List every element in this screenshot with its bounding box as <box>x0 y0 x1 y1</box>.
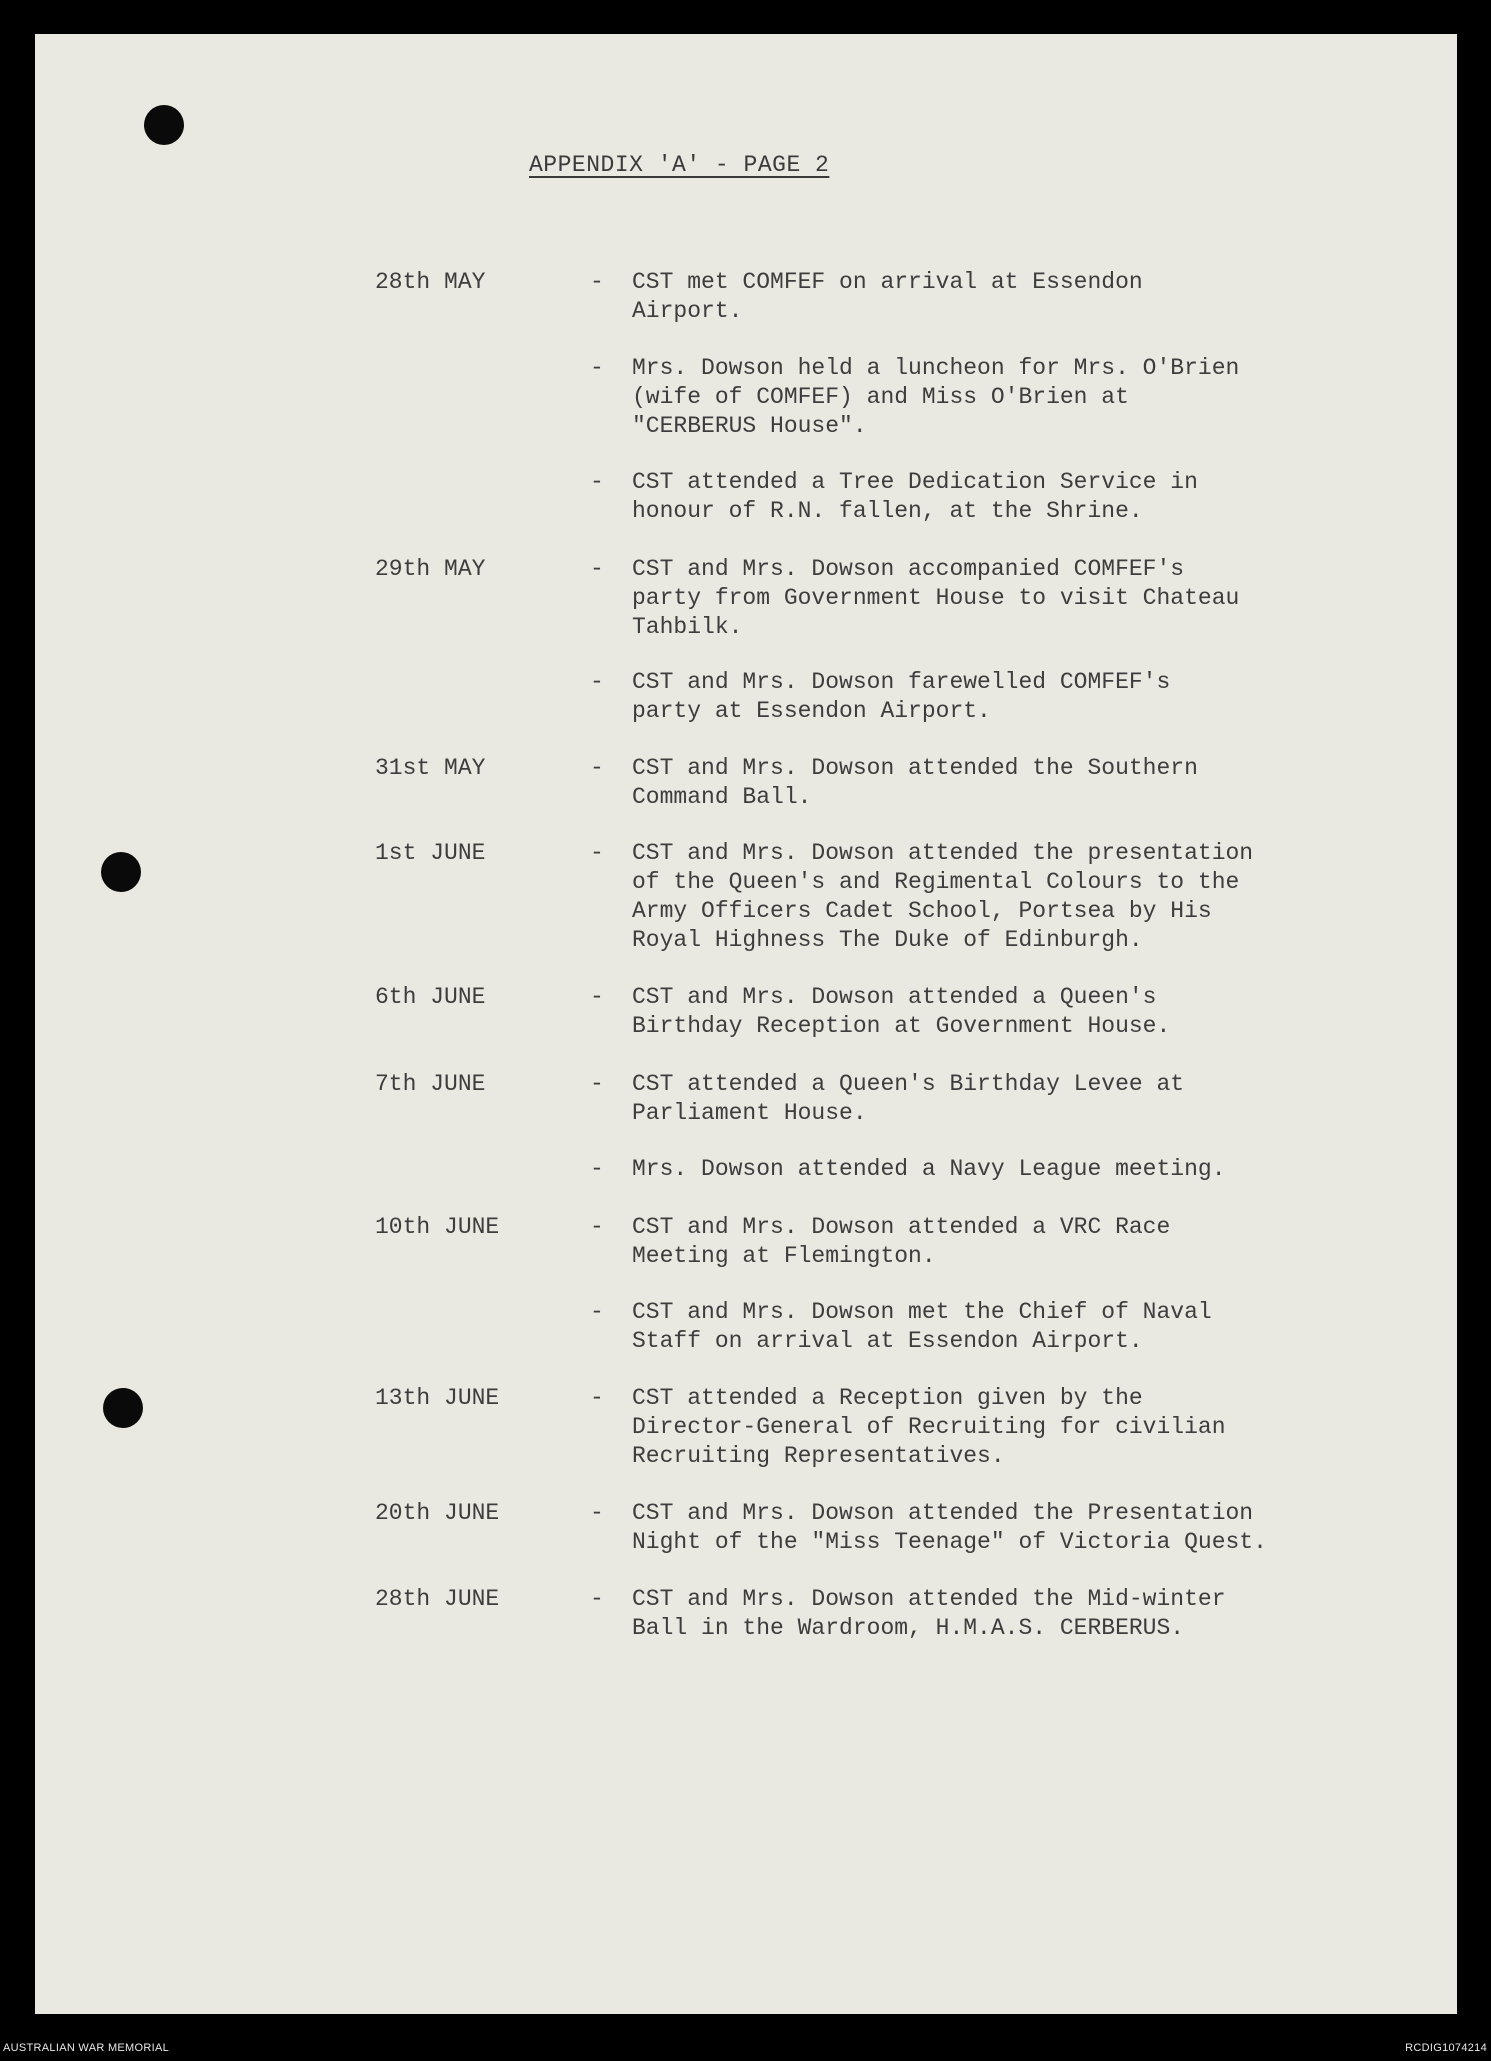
entry-dash: - <box>590 1071 604 1097</box>
entry-text: CST and Mrs. Dowson farewelled COMFEF's party at Essendon Airport. <box>632 669 1171 724</box>
entry-text: CST and Mrs. Dowson attended the Mid-winter Ball in the Wardroom, H.M.A.S. CERBERUS. <box>632 1586 1226 1641</box>
entry-dash: - <box>590 1586 604 1612</box>
entry-text: CST attended a Tree Dedication Service in honour of R.N. fallen, at the Shrine. <box>632 469 1198 524</box>
entry-text: CST and Mrs. Dowson attended the Southern Command Ball. <box>632 755 1198 810</box>
entry-text: CST attended a Reception given by the Director-General of Recruiting for civilian Recruiting Representatives. <box>632 1385 1226 1469</box>
entry-date: 10th JUNE <box>375 1214 500 1240</box>
archive-credit: AUSTRALIAN WAR MEMORIAL <box>3 2042 170 2054</box>
entry-text: CST and Mrs. Dowson attended the presentation of the Queen's and Regimental Colours to the Army Officers Cadet School, Portsea by His Royal Highness The Duke of Edinburgh. <box>632 840 1254 953</box>
entry-text: Mrs. Dowson held a luncheon for Mrs. O'Brien (wife of COMFEF) and Miss O'Brien at "CERBERUS House". <box>632 355 1240 439</box>
entry-dash: - <box>590 269 604 295</box>
entry-dash: - <box>590 669 604 695</box>
entry-dash: - <box>590 556 604 582</box>
punch-hole-middle <box>101 852 141 892</box>
entry-date: 31st MAY <box>375 755 486 781</box>
entry-text: CST and Mrs. Dowson attended a Queen's Birthday Reception at Government House. <box>632 984 1171 1039</box>
punch-hole-top <box>144 105 184 145</box>
entry-dash: - <box>590 840 604 866</box>
entry-date: 13th JUNE <box>375 1385 500 1411</box>
entry-dash: - <box>590 1214 604 1240</box>
entry-date: 28th MAY <box>375 269 486 295</box>
entry-dash: - <box>590 1500 604 1526</box>
document-page <box>35 34 1457 2014</box>
entry-date: 28th JUNE <box>375 1586 500 1612</box>
entry-date: 6th JUNE <box>375 984 486 1010</box>
archive-reference-id: RCDIG1074214 <box>1405 2042 1487 2054</box>
entry-text: CST and Mrs. Dowson attended the Presentation Night of the "Miss Teenage" of Victoria Quest. <box>632 1500 1267 1555</box>
entry-text: Mrs. Dowson attended a Navy League meeting. <box>632 1156 1226 1182</box>
entry-text: CST and Mrs. Dowson attended a VRC Race Meeting at Flemington. <box>632 1214 1171 1269</box>
entry-dash: - <box>590 355 604 381</box>
entry-dash: - <box>590 469 604 495</box>
page-title: APPENDIX 'A' - PAGE 2 <box>529 152 830 178</box>
entry-date: 7th JUNE <box>375 1071 486 1097</box>
punch-hole-bottom <box>103 1388 143 1428</box>
entry-text: CST attended a Queen's Birthday Levee at Parliament House. <box>632 1071 1185 1126</box>
entry-text: CST and Mrs. Dowson accompanied COMFEF's party from Government House to visit Chateau Tahbilk. <box>632 556 1240 640</box>
entry-date: 29th MAY <box>375 556 486 582</box>
entry-dash: - <box>590 984 604 1010</box>
entry-dash: - <box>590 1299 604 1325</box>
entry-date: 1st JUNE <box>375 840 486 866</box>
entry-dash: - <box>590 1156 604 1182</box>
entry-text: CST and Mrs. Dowson met the Chief of Naval Staff on arrival at Essendon Airport. <box>632 1299 1212 1354</box>
entry-text: CST met COMFEF on arrival at Essendon Airport. <box>632 269 1143 324</box>
entry-date: 20th JUNE <box>375 1500 500 1526</box>
entry-dash: - <box>590 755 604 781</box>
entry-dash: - <box>590 1385 604 1411</box>
